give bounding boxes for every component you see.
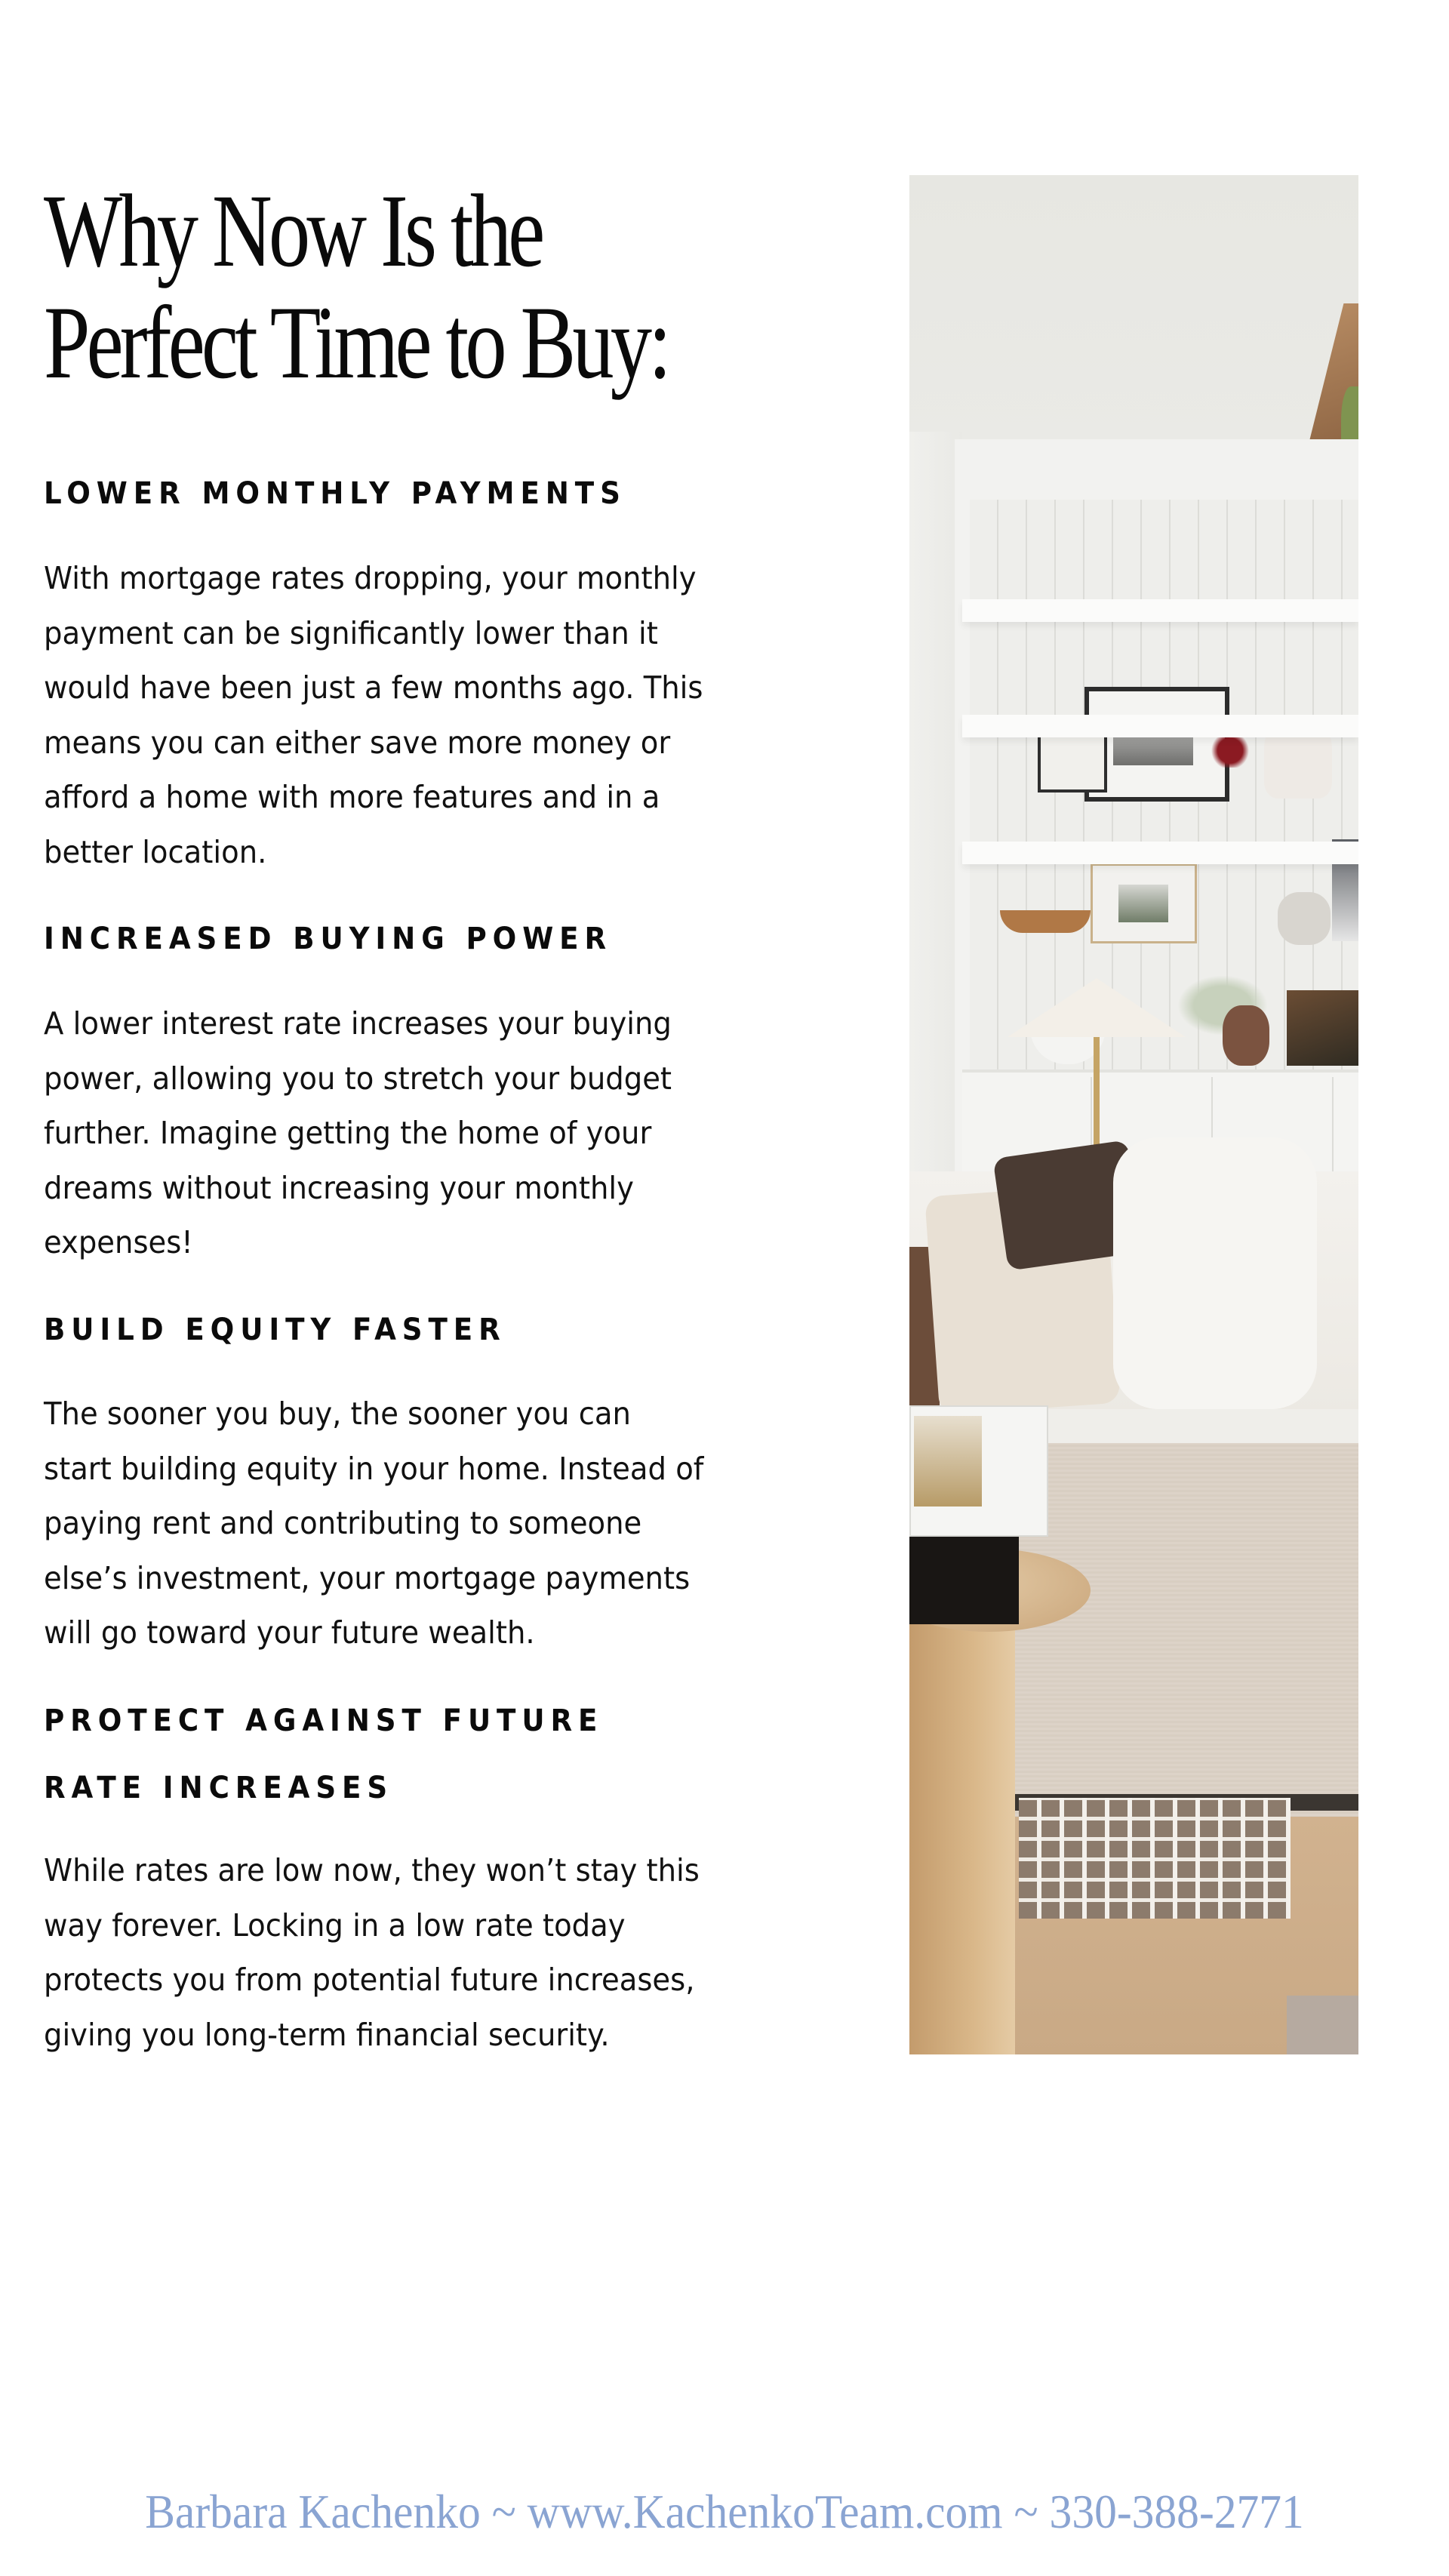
photo-red-flowers: [1204, 734, 1257, 768]
body-line: payment can be significantly lower than it: [44, 614, 658, 651]
photo-framed-sketch: [1038, 734, 1107, 792]
photo-wood-bowl: [1000, 910, 1091, 933]
body-line: paying rent and contributing to someone: [44, 1505, 642, 1541]
body-line: dreams without increasing your monthly: [44, 1169, 634, 1206]
heading-line: RATE INCREASES: [44, 1771, 394, 1805]
body-line: way forever. Locking in a low rate today: [44, 1907, 626, 1944]
photo-floor-board: [1287, 1996, 1358, 2054]
photo-textured-vase: [1278, 892, 1331, 945]
body-line: further. Imagine getting the home of your: [44, 1115, 652, 1151]
heading-line: BUILD EQUITY FASTER: [44, 1313, 506, 1347]
body-line: would have been just a few months ago. This: [44, 669, 703, 706]
section-heading-build-equity-faster: [44, 1297, 506, 1364]
body-line: While rates are low now, they won’t stay this: [44, 1852, 700, 1888]
body-line: expenses!: [44, 1224, 193, 1260]
photo-shelf: [962, 842, 1358, 864]
body-line: means you can either save more money or: [44, 724, 671, 761]
body-line: will go toward your future wealth.: [44, 1614, 535, 1651]
body-line: better location.: [44, 833, 267, 870]
body-line: protects you from potential future increases,: [44, 1962, 695, 1998]
body-line: A lower interest rate increases your buying: [44, 1005, 672, 1042]
section-body-increased-buying-power: [44, 996, 672, 1270]
section-body-lower-monthly-payments: [44, 551, 703, 879]
body-line: With mortgage rates dropping, your monthly: [44, 560, 697, 596]
section-heading-lower-monthly-payments: [44, 460, 626, 528]
section-body-protect-against-rate-increases: [44, 1843, 700, 2062]
section-heading-increased-buying-power: [44, 906, 612, 973]
photo-shelf: [962, 599, 1358, 622]
body-line: start building equity in your home. Instead of: [44, 1450, 704, 1487]
photo-book: [909, 1405, 1048, 1537]
photo-clay-pot: [1223, 1005, 1269, 1066]
title-line-1: Why Now Is the: [44, 173, 542, 288]
photo-ceiling: [909, 175, 1358, 462]
footer-contact: Barbara Kachenko ~ www.KachenkoTeam.com ~ 330-388-2771: [145, 2485, 1304, 2538]
body-line: power, allowing you to stretch your budget: [44, 1060, 672, 1097]
photo-shelf: [962, 715, 1358, 737]
photo-gold-frame: [1091, 863, 1197, 943]
page-title: [44, 175, 668, 399]
living-room-photo: [909, 175, 1358, 2054]
photo-black-box: [909, 1534, 1019, 1624]
title-line-2: Perfect Time to Buy:: [44, 285, 669, 400]
heading-line: LOWER MONTHLY PAYMENTS: [44, 476, 626, 511]
photo-lamp-shade: [1008, 978, 1186, 1037]
photo-landscape-painting: [1287, 990, 1358, 1066]
body-line: The sooner you buy, the sooner you can: [44, 1396, 631, 1432]
heading-line: INCREASED BUYING POWER: [44, 922, 613, 956]
body-line: giving you long-term financial security.: [44, 2016, 610, 2053]
body-line: afford a home with more features and in a: [44, 779, 660, 815]
photo-grid-rug: [1019, 1798, 1291, 1919]
section-heading-protect-against-rate-increases: [44, 1688, 603, 1822]
section-body-build-equity-faster: [44, 1386, 703, 1660]
heading-line: PROTECT AGAINST FUTURE: [44, 1703, 604, 1738]
body-line: else’s investment, your mortgage payments: [44, 1559, 691, 1596]
photo-side-table-leg: [909, 1609, 1015, 2054]
photo-white-cushion: [1113, 1137, 1317, 1409]
